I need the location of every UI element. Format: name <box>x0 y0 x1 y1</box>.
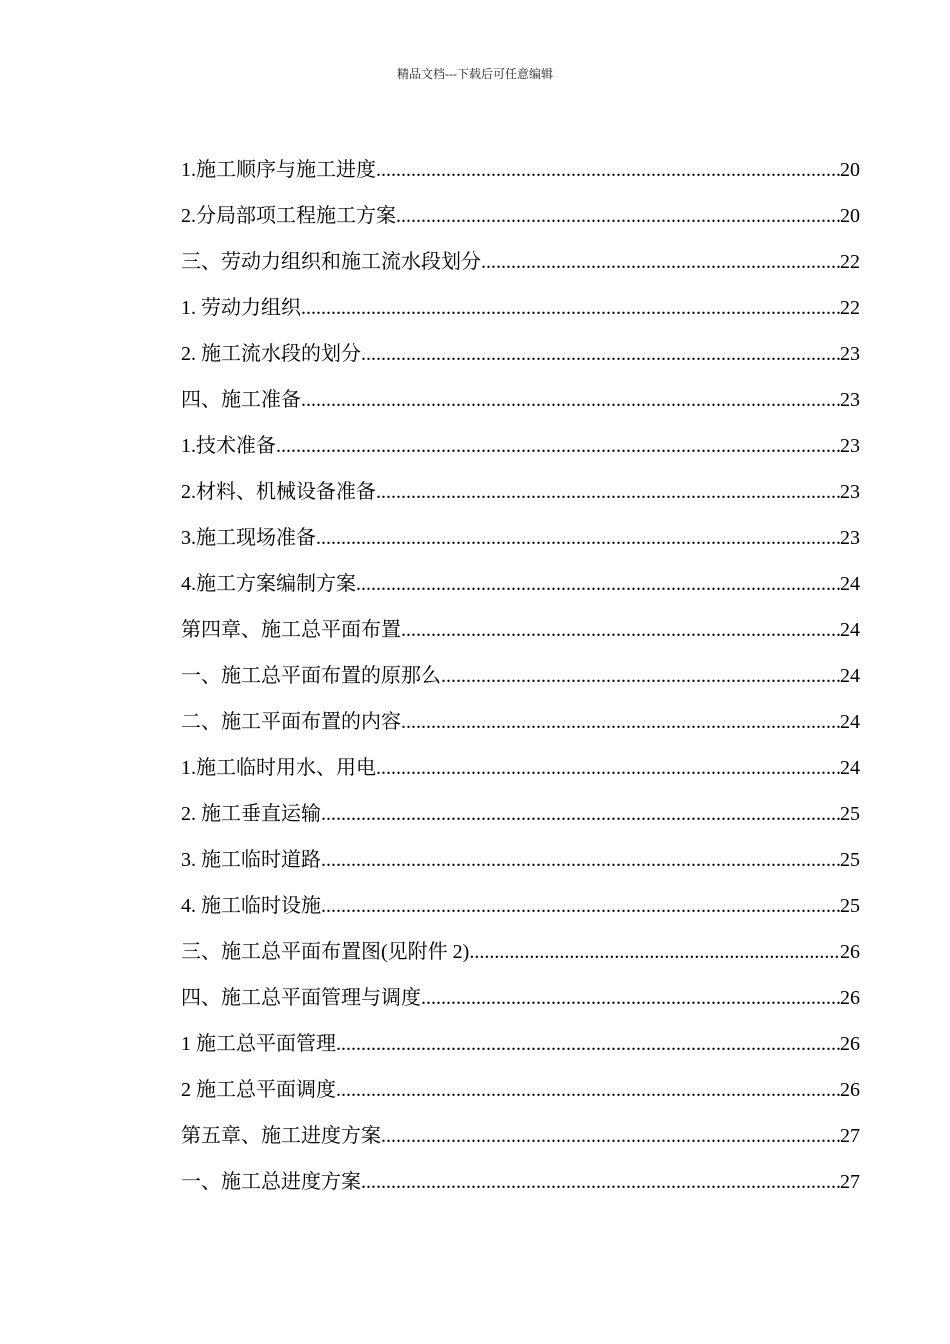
toc-entry-page: 25 <box>840 803 860 825</box>
toc-entry[interactable] <box>181 702 860 748</box>
toc-leader-dots <box>469 932 840 972</box>
toc-entry-title: 3. 施工临时道路 <box>181 849 321 871</box>
toc-entry[interactable] <box>181 150 860 196</box>
toc-leader-dots <box>376 150 840 190</box>
toc-entry-title: 一、施工总平面布置的原那么 <box>181 665 441 687</box>
toc-entry-page: 22 <box>840 251 860 273</box>
toc-entry[interactable] <box>181 978 860 1024</box>
toc-leader-dots <box>321 794 840 834</box>
toc-entry-page: 23 <box>840 435 860 457</box>
toc-entry[interactable] <box>181 748 860 794</box>
toc-entry[interactable] <box>181 656 860 702</box>
toc-entry[interactable] <box>181 1116 860 1162</box>
toc-entry-page: 23 <box>840 343 860 365</box>
toc-leader-dots <box>401 702 840 742</box>
toc-entry-title: 2. 施工垂直运输 <box>181 803 321 825</box>
toc-leader-dots <box>336 1024 840 1064</box>
toc-leader-dots <box>356 564 840 604</box>
toc-entry-page: 22 <box>840 297 860 319</box>
toc-leader-dots <box>396 196 840 236</box>
toc-entry[interactable] <box>181 518 860 564</box>
toc-entry[interactable] <box>181 288 860 334</box>
toc-entry-page: 26 <box>840 987 860 1009</box>
toc-leader-dots <box>301 288 840 328</box>
toc-entry-title: 第五章、施工进度方案 <box>181 1125 381 1147</box>
toc-entry-title: 2.分局部项工程施工方案 <box>181 205 396 227</box>
toc-entry-page: 27 <box>840 1125 860 1147</box>
toc-entry[interactable] <box>181 610 860 656</box>
toc-entry-title: 三、施工总平面布置图(见附件 2) <box>181 941 470 963</box>
toc-leader-dots <box>381 1116 840 1156</box>
toc-entry-page: 26 <box>840 1079 860 1101</box>
page-header: 精品文档---下载后可任意编辑 <box>397 67 553 81</box>
toc-entry-title: 一、施工总进度方案 <box>181 1171 361 1193</box>
toc-entry-page: 27 <box>840 1171 860 1193</box>
toc-entry-page: 24 <box>840 711 860 733</box>
toc-entry[interactable] <box>181 472 860 518</box>
toc-entry[interactable] <box>181 242 860 288</box>
toc-leader-dots <box>361 334 840 374</box>
toc-leader-dots <box>441 656 840 696</box>
toc-entry-page: 24 <box>840 619 860 641</box>
toc-entry-page: 25 <box>840 895 860 917</box>
toc-leader-dots <box>276 426 840 466</box>
toc-entry-title: 4.施工方案编制方案 <box>181 573 356 595</box>
toc-leader-dots <box>321 886 840 926</box>
toc-entry[interactable] <box>181 840 860 886</box>
toc-entry[interactable] <box>181 794 860 840</box>
toc-entry[interactable] <box>181 564 860 610</box>
toc-entry-page: 24 <box>840 665 860 687</box>
toc-entry-page: 25 <box>840 849 860 871</box>
toc-leader-dots <box>421 978 840 1018</box>
toc-entry-page: 24 <box>840 573 860 595</box>
toc-leader-dots <box>376 472 840 512</box>
toc-leader-dots <box>321 840 840 880</box>
toc-leader-dots <box>336 1070 840 1110</box>
toc-entry-title: 2 施工总平面调度 <box>181 1079 336 1101</box>
toc-entry[interactable] <box>181 886 860 932</box>
toc-entry-title: 四、施工准备 <box>181 389 301 411</box>
toc-entry-page: 23 <box>840 527 860 549</box>
toc-entry[interactable] <box>181 1070 860 1116</box>
toc-entry-title: 2.材料、机械设备准备 <box>181 481 376 503</box>
toc-entry-title: 三、劳动力组织和施工流水段划分 <box>181 251 481 273</box>
toc-entry-title: 四、施工总平面管理与调度 <box>181 987 421 1009</box>
toc-entry-title: 1.施工临时用水、用电 <box>181 757 376 779</box>
toc-entry-page: 20 <box>840 159 860 181</box>
toc-leader-dots <box>316 518 840 558</box>
toc-leader-dots <box>301 380 840 420</box>
toc-entry-title: 1.施工顺序与施工进度 <box>181 159 376 181</box>
toc-entry[interactable] <box>181 380 860 426</box>
toc-leader-dots <box>376 748 840 788</box>
toc-entry-page: 26 <box>840 941 860 963</box>
toc-entry-title: 4. 施工临时设施 <box>181 895 321 917</box>
toc-entry-page: 24 <box>840 757 860 779</box>
toc-leader-dots <box>481 242 840 282</box>
toc-leader-dots <box>361 1162 840 1202</box>
toc-leader-dots <box>401 610 840 650</box>
toc-entry-title: 1.技术准备 <box>181 435 276 457</box>
toc-entry-page: 23 <box>840 389 860 411</box>
toc-entry-page: 23 <box>840 481 860 503</box>
toc-entry[interactable] <box>181 1162 860 1208</box>
toc-entry-title: 1 施工总平面管理 <box>181 1033 336 1055</box>
toc-entry-page: 20 <box>840 205 860 227</box>
toc-entry[interactable] <box>181 426 860 472</box>
toc-entry-title: 3.施工现场准备 <box>181 527 316 549</box>
toc-entry[interactable] <box>181 196 860 242</box>
toc-entry[interactable] <box>181 932 860 978</box>
toc-entry-title: 二、施工平面布置的内容 <box>181 711 401 733</box>
toc-entry-title: 第四章、施工总平面布置 <box>181 619 401 641</box>
toc-entry[interactable] <box>181 334 860 380</box>
toc-entry-title: 2. 施工流水段的划分 <box>181 343 361 365</box>
table-of-contents <box>181 150 860 1208</box>
toc-entry-page: 26 <box>840 1033 860 1055</box>
toc-entry[interactable] <box>181 1024 860 1070</box>
toc-entry-title: 1. 劳动力组织 <box>181 297 301 319</box>
